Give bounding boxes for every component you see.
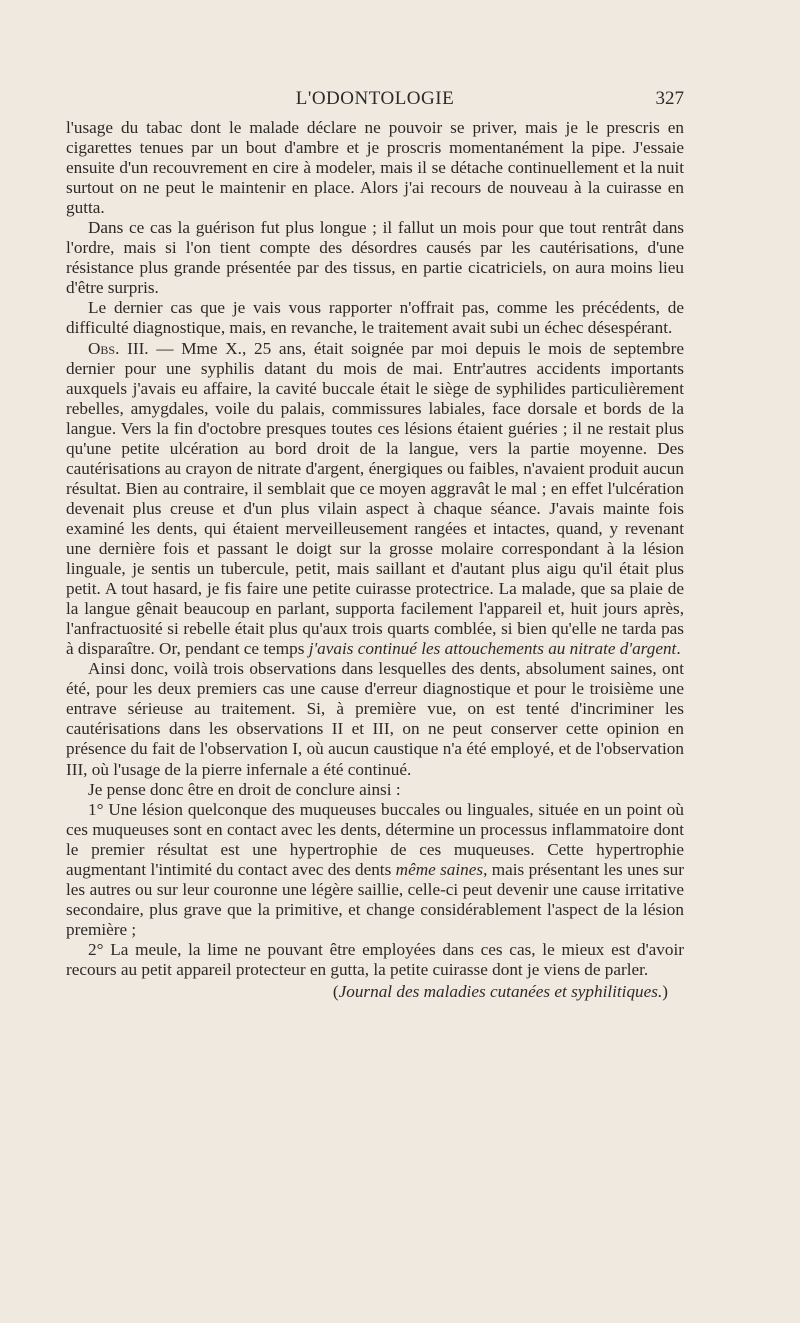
paragraph: Dans ce cas la guérison fut plus longue ; il fallut un mois pour que tout rentrât dans l'ordre, mais si l'on tient compte des désordres causés par les cautérisations, d'une résistance plus grande présentée par des tissus, en partie cicatriciels, on aura moins lieu d'être surpris. xyxy=(66,218,684,298)
conclusion-2: 2° La meule, la lime ne pouvant être employées dans ces cas, le mieux est d'avoir recours au petit appareil protecteur en gutta, la petite cuirasse dont je viens de parler. xyxy=(66,939,684,979)
running-title: L'ODONTOLOGIE xyxy=(295,88,455,109)
body-text xyxy=(66,118,684,1002)
source-title: Journal des maladies cutanées et syphilitiques. xyxy=(338,982,663,1002)
page-header xyxy=(66,88,684,114)
source-citation xyxy=(66,982,684,1002)
source-open: ( xyxy=(332,982,339,1002)
observation-paragraph xyxy=(66,339,684,660)
observation-label: Obs. III. xyxy=(88,338,149,358)
conclusion-1-rest: , mais présentant les unes sur les autres ou sur leur couronne une légère saillie, celle-ci peut devenir une cause irritative secondaire, plus grave que la primitive, et change considérablement l'aspect de la lésion première ; xyxy=(66,859,684,939)
paragraph: l'usage du tabac dont le malade déclare ne pouvoir se priver, mais je le prescris en cigarettes tenues par un bout d'ambre et je proscris momentanément la pipe. J'essaie ensuite d'un recouvrement en cire à modeler, mais il se détache continuellement et la nuit surtout on ne peut le maintenir en place. Alors j'ai recours de nouveau à la cuirasse en gutta. xyxy=(66,118,684,218)
paragraph: Ainsi donc, voilà trois observations dans lesquelles des dents, absolument saines, ont été, pour les deux premiers cas une cause d'erreur diagnostique et pour le troisième une entrave sérieuse au traitement. Si, à première vue, on est tenté d'incriminer les cautérisations dans les observations II et III, on ne peut conserver cette opinion en présence du fait de l'observation I, où aucun caustique n'a été employé, et de l'observation III, où l'usage de la pierre infernale a été continué. xyxy=(66,659,684,779)
observation-emphasis: j'avais continué les attouchements au nitrate d'argent xyxy=(308,639,677,659)
conclusion-1-emphasis: même saines xyxy=(395,859,484,879)
source-close: ) xyxy=(662,982,668,1002)
paragraph: Je pense donc être en droit de conclure ainsi : xyxy=(88,779,401,799)
page-number: 327 xyxy=(655,88,684,109)
paragraph: Le dernier cas que je vais vous rapporter n'offrait pas, comme les précédents, de difficulté diagnostique, mais, en revanche, le traitement avait subi un échec désespérant. xyxy=(66,298,684,338)
conclusion-1 xyxy=(66,800,684,940)
observation-end: . xyxy=(676,639,681,659)
conclusion-1-text: 1° Une lésion quelconque des muqueuses buccales ou linguales, située en un point où ces muqueuses sont en contact avec les dents, détermine un processus inflammatoire dont le premier résultat est une hypertrophie de ces muqueuses. Cette hypertrophie augmentant l'intimité du contact avec des dents xyxy=(66,799,684,879)
observation-text: — Mme X., 25 ans, était soignée par moi depuis le mois de septembre dernier pour une syphilis datant du mois de mai. Entr'autres accidents importants auxquels j'avais eu affaire, la cavité buccale était le siège de syphilides particulièrement rebelles, amygdales, voile du palais, commissures labiales, face dorsale et bords de la langue. Vers la fin d'octobre presques toutes ces lésions étaient guéries ; il ne restait plus qu'une petite ulcération au bord droit de la langue, vers la partie moyenne. Des cautérisations au crayon de nitrate d'argent, énergiques ou faibles, n'avaient produit aucun résultat. Bien au contraire, il semblait que ce moyen aggravât le mal ; en effet l'ulcération devenait plus creuse et d'un plus vilain aspect à chaque séance. J'avais mainte fois examiné les dents, qui étaient merveilleusement rangées et intactes, quand, y revenant une dernière fois et passant le doigt sur la grosse molaire correspondant à la lésion linguale, je sentis un tubercule, petit, mais saillant et d'autant plus aigu qu'il était plus petit. A tout hasard, je fis faire une petite cuirasse protectrice. La malade, que sa plaie de la langue gênait beaucoup en parlant, supporta facilement l'appareil et, huit jours après, l'anfractuosité si rebelle était plus qu'aux trois quarts comblée, si bien qu'elle ne tarda pas à disparaître. Or, pendant ce temps xyxy=(66,338,684,659)
